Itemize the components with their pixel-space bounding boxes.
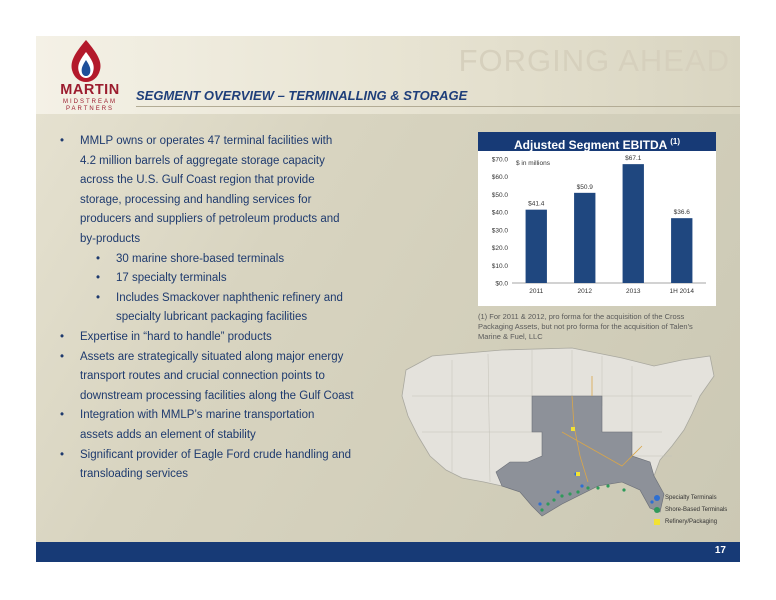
legend-label: Specialty Terminals [665,495,717,501]
chart-footnote: (1) For 2011 & 2012, pro forma for the acquisition of the Cross Packaging Assets, but not pro forma for the acquisition of Talen's Marine & Fuel, LLC [478,312,693,341]
ebitda-bar [671,218,692,283]
chart-units-note: $ in millions [516,160,550,167]
bar-data-label: $67.1 [625,155,642,163]
x-category-label: 2012 [577,288,592,295]
y-tick-label: $30.0 [491,227,508,235]
bullet-line: • Includes Smackover naphthenic refinery and [116,291,343,304]
refinery-marker [576,472,580,476]
bullet-line: transloading services [80,468,189,481]
bar-data-label: $50.9 [576,183,593,191]
x-category-label: 2011 [529,288,544,295]
ebitda-bar-chart [478,151,716,306]
bullet-expertise: • Expertise in “hard to handle” products [56,328,396,348]
ebitda-bar [574,193,595,283]
footer-bar [36,542,740,562]
y-tick-label: $40.0 [491,209,508,217]
bullet-line: by-products [80,232,141,245]
watermark-text: FORGING AHEAD [458,43,730,78]
bullet-line: downstream processing facilities along the Gulf Coast [80,389,354,402]
bullet-strategic-location [56,348,396,407]
martin-logo [46,38,126,112]
legend-label: Refinery/Packaging [665,519,718,525]
page-title: SEGMENT OVERVIEW – TERMINALLING & STORAGE [136,88,468,103]
bullet-line: • Assets are strategically situated along major energy [80,350,344,363]
bullet-terminals [56,132,396,250]
bullet-line: storage, processing and handling services for [80,193,312,206]
logo-wordmark: MARTIN [60,82,120,98]
subbullet-refinery [56,289,396,328]
refinery-marker [571,427,575,431]
title-divider [136,106,740,107]
yellow-square-icon [654,519,660,525]
bar-data-label: $41.4 [528,200,545,208]
blue-dot-icon [654,495,660,501]
green-dot-icon [654,507,660,513]
y-tick-label: $0.0 [495,280,508,288]
legend-item-shore [654,504,727,516]
logo-subtext-1: MIDSTREAM [63,99,117,105]
x-category-label: 1H 2014 [669,288,695,295]
bullet-line: • Integration with MMLP’s marine transportation [80,409,315,422]
bullet-line: transport routes and crucial connection points to [80,370,325,383]
y-tick-label: $10.0 [491,262,508,270]
bullet-integration [56,406,396,445]
legend-label: Shore-Based Terminals [665,507,728,513]
chart-title-footnote-mark: (1) [670,137,681,146]
bullet-line: assets adds an element of stability [80,428,256,441]
subbullet-marine: • 30 marine shore-based terminals [56,250,396,270]
ebitda-chart-panel [478,132,716,306]
slide-header [36,36,740,114]
map-legend [654,492,727,528]
chart-title: Adjusted Segment EBITDA [513,138,667,152]
y-tick-label: $20.0 [491,245,508,253]
bullet-line: • MMLP owns or operates 47 terminal facilities with [80,135,333,147]
ebitda-bar [623,164,644,283]
bullet-line: producers and suppliers of petroleum products and [80,213,340,226]
bullet-line: specialty lubricant packaging facilities [116,311,308,324]
bullet-list [56,132,396,485]
page-number: 17 [714,545,726,556]
bullet-line: 4.2 million barrels of aggregate storage capacity [80,154,325,167]
subbullet-specialty: • 17 specialty terminals [56,269,396,289]
flame-icon [46,38,126,84]
bullet-line: • Significant provider of Eagle Ford crude handling and [80,448,352,461]
bar-data-label: $36.6 [673,209,690,217]
slide [36,36,740,562]
chart-header [478,132,716,151]
x-category-label: 2013 [626,288,641,295]
ebitda-bar [526,210,547,283]
legend-item-refinery [654,516,727,528]
logo-subtext-2: PARTNERS [65,106,115,112]
y-tick-label: $50.0 [491,191,508,199]
bullet-eagle-ford [56,446,396,485]
bullet-line: across the U.S. Gulf Coast region that provide [80,174,315,187]
y-tick-label: $60.0 [491,174,508,182]
y-tick-label: $70.0 [491,156,508,164]
legend-item-specialty [654,492,727,504]
